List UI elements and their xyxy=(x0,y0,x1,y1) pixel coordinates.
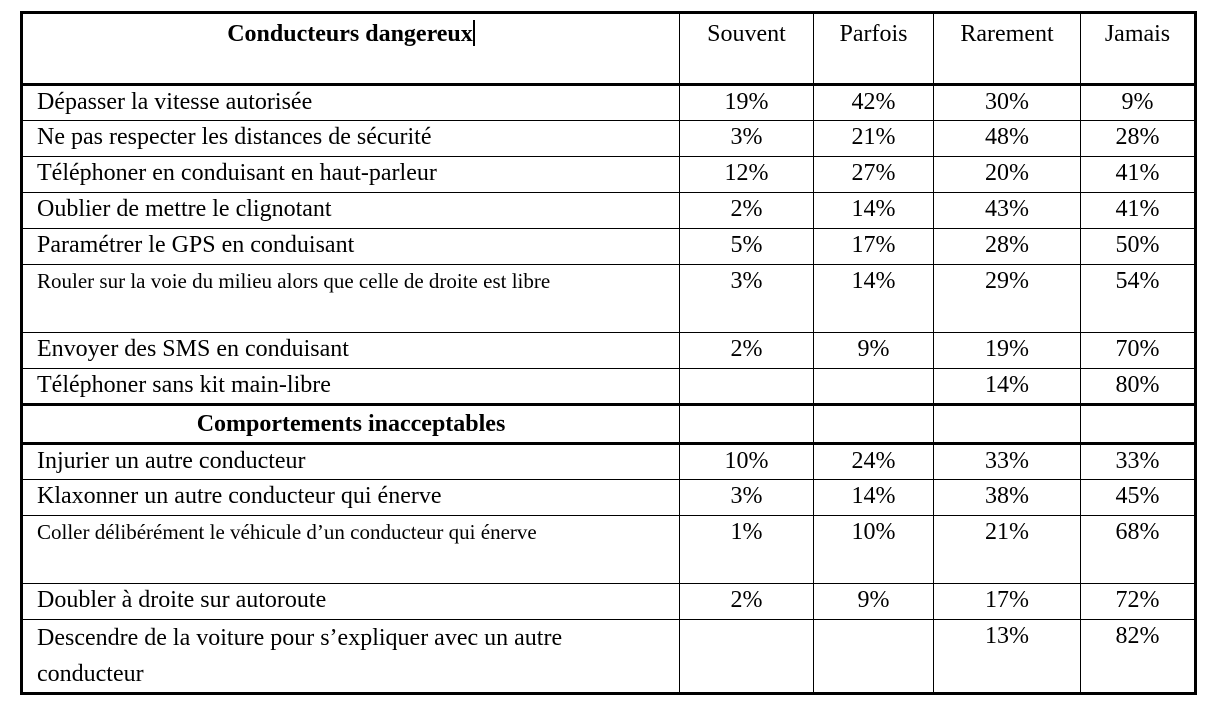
cell-parfois: 42% xyxy=(814,85,934,121)
table-row xyxy=(22,333,1196,369)
header-col-parfois: Parfois xyxy=(814,13,934,85)
header-col-souvent: Souvent xyxy=(680,13,814,85)
cell-jamais: 50% xyxy=(1081,229,1196,265)
cell-parfois: 9% xyxy=(814,584,934,620)
header-col-rarement: Rarement xyxy=(934,13,1081,85)
cell-souvent: 2% xyxy=(680,584,814,620)
cell-rarement: 19% xyxy=(934,333,1081,369)
cell-souvent: 2% xyxy=(680,193,814,229)
row-label: Téléphoner sans kit main-libre xyxy=(22,369,680,405)
cell-parfois: 14% xyxy=(814,480,934,516)
survey-table xyxy=(20,11,1197,695)
table-row xyxy=(22,85,1196,121)
cell-rarement: 14% xyxy=(934,369,1081,405)
cell-rarement: 38% xyxy=(934,480,1081,516)
cell-souvent: 3% xyxy=(680,480,814,516)
cell-parfois: 10% xyxy=(814,516,934,584)
row-label: Envoyer des SMS en conduisant xyxy=(22,333,680,369)
cell-jamais: 45% xyxy=(1081,480,1196,516)
header-title: Conducteurs dangereux xyxy=(227,21,473,47)
cell-jamais: 68% xyxy=(1081,516,1196,584)
table-row xyxy=(22,480,1196,516)
cell-jamais: 41% xyxy=(1081,193,1196,229)
table-row xyxy=(22,229,1196,265)
cell-souvent: 12% xyxy=(680,157,814,193)
cell-rarement: 30% xyxy=(934,85,1081,121)
cell-rarement: 17% xyxy=(934,584,1081,620)
cell-souvent: 19% xyxy=(680,85,814,121)
cell-souvent: 1% xyxy=(680,516,814,584)
cell-jamais: 82% xyxy=(1081,620,1196,694)
cell-jamais: 80% xyxy=(1081,369,1196,405)
empty-cell xyxy=(680,405,814,444)
row-label: Doubler à droite sur autoroute xyxy=(22,584,680,620)
cell-parfois: 17% xyxy=(814,229,934,265)
row-label: Injurier un autre conducteur xyxy=(22,444,680,480)
cell-jamais: 41% xyxy=(1081,157,1196,193)
empty-cell xyxy=(814,405,934,444)
row-label: Paramétrer le GPS en conduisant xyxy=(22,229,680,265)
cell-parfois: 9% xyxy=(814,333,934,369)
cell-rarement: 28% xyxy=(934,229,1081,265)
row-label: Ne pas respecter les distances de sécurité xyxy=(22,121,680,157)
table-row xyxy=(22,516,1196,584)
row-label: Téléphoner en conduisant en haut-parleur xyxy=(22,157,680,193)
cell-parfois: 14% xyxy=(814,265,934,333)
cell-souvent xyxy=(680,620,814,694)
cell-souvent: 3% xyxy=(680,265,814,333)
cell-rarement: 43% xyxy=(934,193,1081,229)
table-row xyxy=(22,265,1196,333)
cell-souvent: 3% xyxy=(680,121,814,157)
header-col-jamais: Jamais xyxy=(1081,13,1196,85)
row-label: Rouler sur la voie du milieu alors que celle de droite est libre xyxy=(22,265,680,333)
cell-souvent: 5% xyxy=(680,229,814,265)
text-cursor-icon xyxy=(473,20,475,46)
table-row xyxy=(22,121,1196,157)
section-row xyxy=(22,405,1196,444)
row-label: Dépasser la vitesse autorisée xyxy=(22,85,680,121)
table-row xyxy=(22,369,1196,405)
table-row xyxy=(22,444,1196,480)
table-row xyxy=(22,584,1196,620)
cell-jamais: 9% xyxy=(1081,85,1196,121)
table-row xyxy=(22,157,1196,193)
cell-rarement: 21% xyxy=(934,516,1081,584)
cell-souvent xyxy=(680,369,814,405)
row-label: Oublier de mettre le clignotant xyxy=(22,193,680,229)
cell-parfois xyxy=(814,620,934,694)
cell-parfois: 14% xyxy=(814,193,934,229)
header-row xyxy=(22,13,1196,85)
table-row xyxy=(22,193,1196,229)
cell-jamais: 54% xyxy=(1081,265,1196,333)
header-title-cell[interactable] xyxy=(22,13,680,85)
cell-rarement: 29% xyxy=(934,265,1081,333)
cell-jamais: 70% xyxy=(1081,333,1196,369)
section-title: Comportements inacceptables xyxy=(22,405,680,444)
table-row xyxy=(22,620,1196,694)
empty-cell xyxy=(934,405,1081,444)
cell-souvent: 10% xyxy=(680,444,814,480)
cell-parfois: 24% xyxy=(814,444,934,480)
row-label: Klaxonner un autre conducteur qui énerve xyxy=(22,480,680,516)
cell-jamais: 72% xyxy=(1081,584,1196,620)
row-label: Coller délibérément le véhicule d’un conducteur qui énerve xyxy=(22,516,680,584)
cell-jamais: 33% xyxy=(1081,444,1196,480)
empty-cell xyxy=(1081,405,1196,444)
cell-rarement: 33% xyxy=(934,444,1081,480)
cell-parfois: 27% xyxy=(814,157,934,193)
cell-jamais: 28% xyxy=(1081,121,1196,157)
cell-souvent: 2% xyxy=(680,333,814,369)
cell-rarement: 13% xyxy=(934,620,1081,694)
cell-rarement: 20% xyxy=(934,157,1081,193)
cell-parfois xyxy=(814,369,934,405)
cell-rarement: 48% xyxy=(934,121,1081,157)
row-label: Descendre de la voiture pour s’expliquer avec un autre conducteur xyxy=(22,620,680,694)
cell-parfois: 21% xyxy=(814,121,934,157)
